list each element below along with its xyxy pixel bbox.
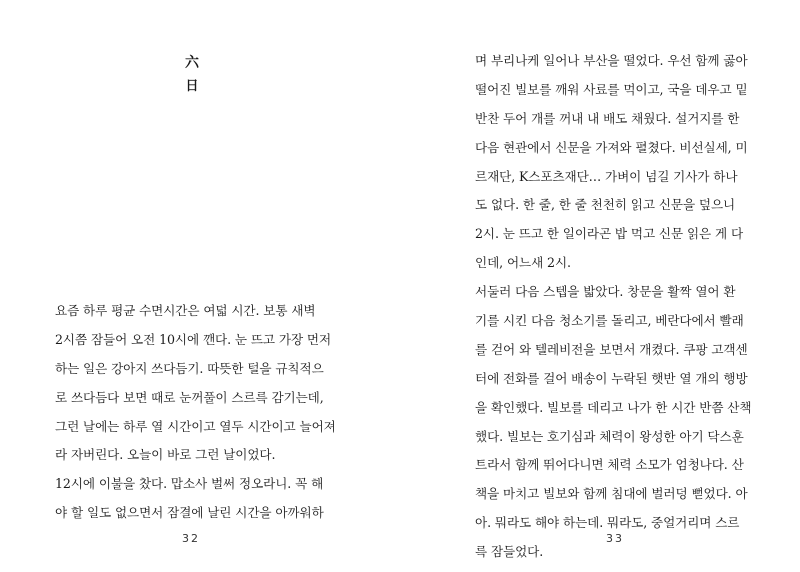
text-line: 요즘 하루 평균 수면시간은 여덟 시간. 보통 새벽 — [55, 303, 316, 318]
text-line: 다음 현관에서 신문을 가져와 펼쳤다. 비선실세, 미 — [475, 139, 748, 155]
text-line: 2시쯤 잠들어 오전 10시에 깬다. 눈 뜨고 가장 먼저 — [55, 331, 332, 347]
text-line: 서둘러 다음 스텝을 밟았다. 창문을 활짝 열어 환 — [475, 284, 736, 300]
text-line: 라 자버린다. 오늘이 바로 그런 날이었다. — [55, 447, 276, 463]
page-number-left: 32 — [182, 532, 200, 545]
text-line: 를 걷어 와 텔레비전을 보면서 개켰다. 쿠팡 고객센 — [475, 341, 748, 357]
text-line: 터에 전화를 걸어 배송이 누락된 햇반 열 개의 행방 — [475, 370, 748, 386]
right-page — [400, 0, 800, 572]
text-line: 르재단, K스포츠재단… 가벼이 넘길 기사가 하나 — [475, 168, 738, 184]
text-line: 로 쓰다듬다 보면 때로 눈꺼풀이 스르륵 감기는데, — [55, 389, 324, 405]
text-line: 며 부리나케 일어나 부산을 떨었다. 우선 함께 곯아 — [475, 53, 748, 68]
chapter-number: 六 — [185, 55, 199, 71]
text-line: 트라서 함께 뛰어다니면 체력 소모가 엄청나다. 산 — [475, 457, 744, 473]
text-line: 아. 뭐라도 해야 하는데. 뭐라도, 중얼거리며 스르 — [475, 515, 740, 531]
text-line: 하는 일은 강아지 쓰다듬기. 따뜻한 털을 규칙적으 — [55, 360, 324, 376]
text-line: 떨어진 빌보를 깨워 사료를 먹이고, 국을 데우고 밑 — [475, 81, 748, 97]
right-page-body-text — [475, 47, 775, 567]
chapter-day-label: 日 — [185, 79, 199, 94]
text-line: 도 없다. 한 줄, 한 줄 천천히 읽고 신문을 덮으니 — [475, 197, 736, 213]
text-line: 2시. 눈 뜨고 한 일이라곤 밥 먹고 신문 읽은 게 다 — [475, 226, 744, 242]
text-line: 12시에 이불을 찼다. 맙소사 벌써 정오라니. 꼭 해 — [55, 476, 324, 492]
text-line: 했다. 빌보는 호기심과 체력이 왕성한 아기 닥스훈 — [475, 428, 744, 444]
text-line: 기를 시킨 다음 청소기를 돌리고, 베란다에서 빨래 — [475, 313, 744, 329]
text-line: 야 할 일도 없으면서 잠결에 날린 시간을 아까워하 — [55, 505, 324, 521]
left-page-body-text — [55, 297, 355, 528]
text-line: 인데, 어느새 2시. — [475, 255, 571, 271]
text-line: 을 확인했다. 빌보를 데리고 나가 한 시간 반쯤 산책 — [475, 399, 752, 415]
text-line: 륵 잠들었다. — [475, 544, 544, 560]
text-line: 반찬 두어 개를 꺼내 내 배도 채웠다. 설거지를 한 — [475, 110, 740, 126]
text-line: 책을 마치고 빌보와 함께 침대에 벌러덩 뻗었다. 아 — [475, 486, 748, 502]
text-line: 그런 날에는 하루 열 시간이고 열두 시간이고 늘어져 — [55, 418, 336, 434]
page-number-right: 33 — [606, 532, 624, 545]
